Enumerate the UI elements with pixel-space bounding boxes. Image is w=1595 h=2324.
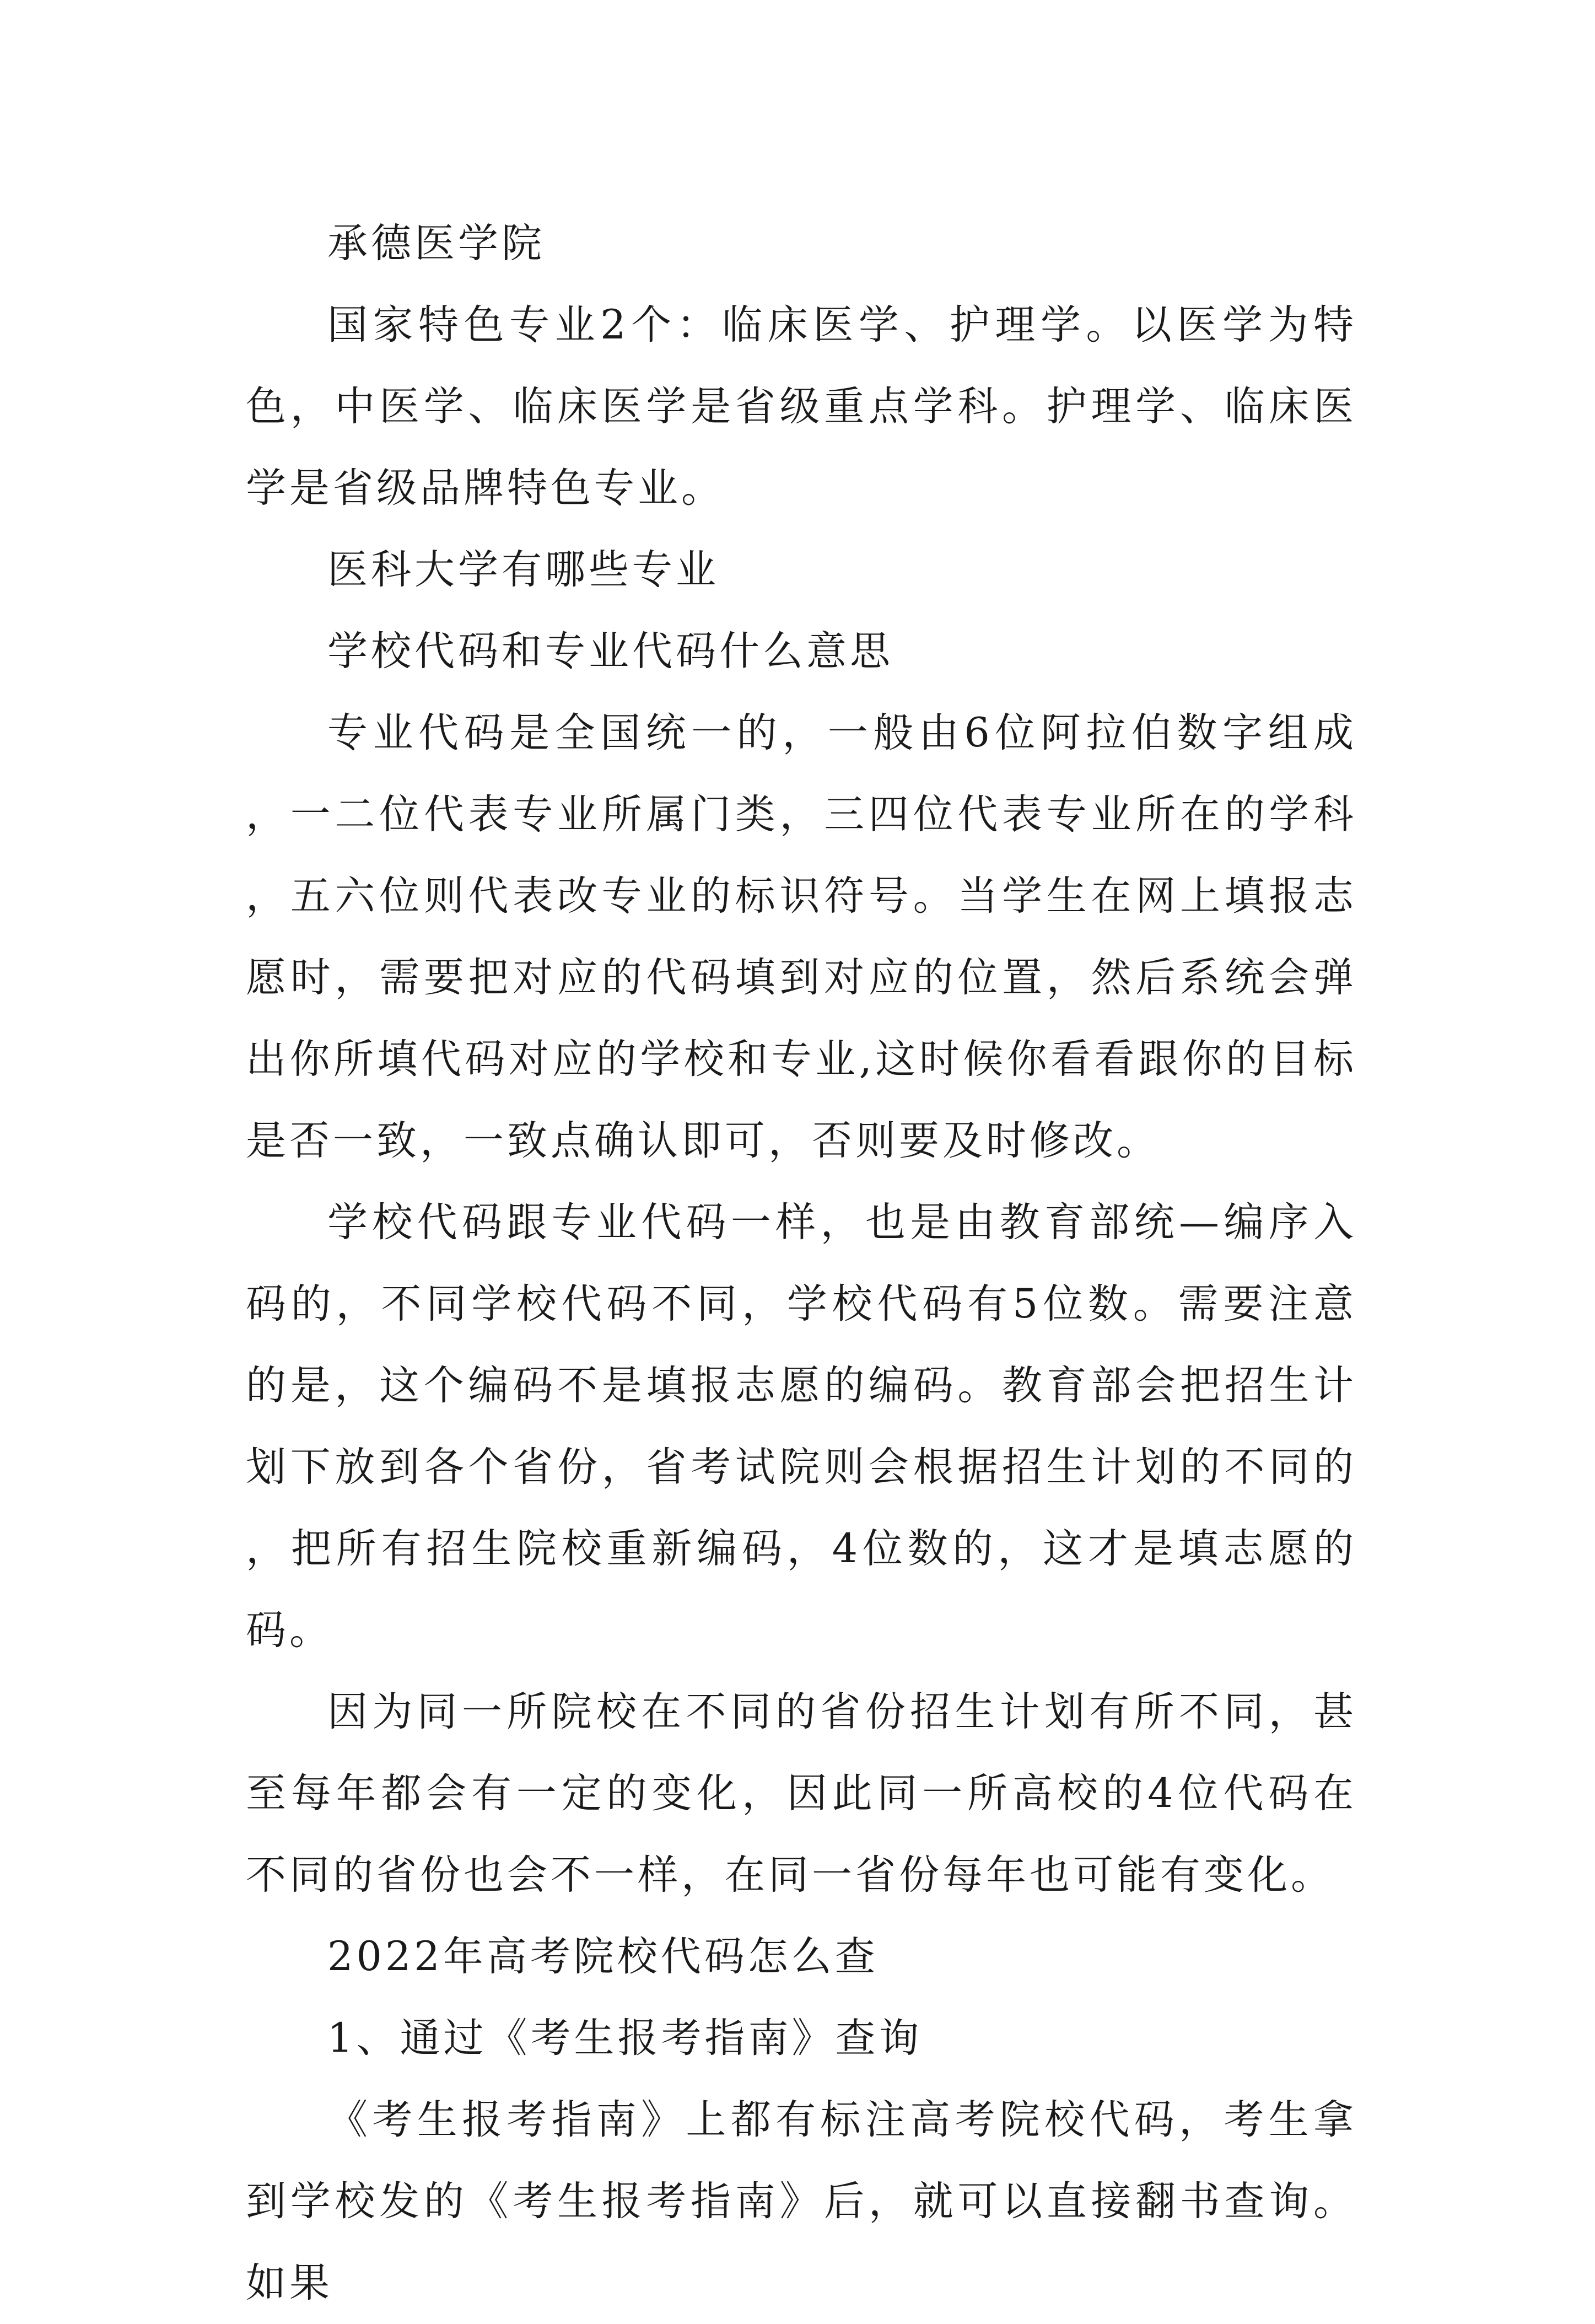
heading-method-1-guide: 1、通过《考生报考指南》查询 (327, 2015, 923, 2062)
heading-chengde-medical-college: 承德医学院 (327, 220, 545, 267)
paragraph-national-featured-majors: 国家特色专业2个：临床医学、护理学。以医学为特色，中医学、临床医学是省级重点学科。护理学、临床医学是省级品牌特色专业。 (246, 302, 1357, 512)
heading-how-to-check-codes: 2022年高考院校代码怎么查 (327, 1933, 879, 1980)
paragraph-major-code-explanation: 专业代码是全国统一的，一般由6位阿拉伯数字组成，一二位代表专业所属门类，三四位代表专业所在的学科，五六位则代表改专业的标识符号。当学生在网上填报志愿时，需要把对应的代码填到对应的位置，然后系统会弹出你所填代码对应的学校和专业,这时候你看看跟你的目标是否一致，一致点确认即可，否则要及时修改。 (246, 709, 1357, 1164)
heading-medical-university-majors: 医科大学有哪些专业 (327, 546, 719, 593)
document-body (246, 203, 1357, 2324)
paragraph-code-varies-by-province: 因为同一所院校在不同的省份招生计划有所不同，甚至每年都会有一定的变化，因此同一所高校的4位代码在不同的省份也会不一样，在同一省份每年也可能有变化。 (246, 1688, 1357, 1898)
heading-school-and-major-codes: 学校代码和专业代码什么意思 (327, 628, 893, 675)
paragraph-guide-lookup: 《考生报考指南》上都有标注高考院校代码，考生拿到学校发的《考生报考指南》后，就可以直接翻书查询。如果 (246, 2096, 1357, 2306)
paragraph-school-code-explanation: 学校代码跟专业代码一样，也是由教育部统—编序入码的，不同学校代码不同，学校代码有5位数。需要注意的是，这个编码不是填报志愿的编码。教育部会把招生计划下放到各个省份，省考试院则会根据招生计划的不同的，把所有招生院校重新编码，4位数的，这才是填志愿的码。 (246, 1199, 1357, 1654)
